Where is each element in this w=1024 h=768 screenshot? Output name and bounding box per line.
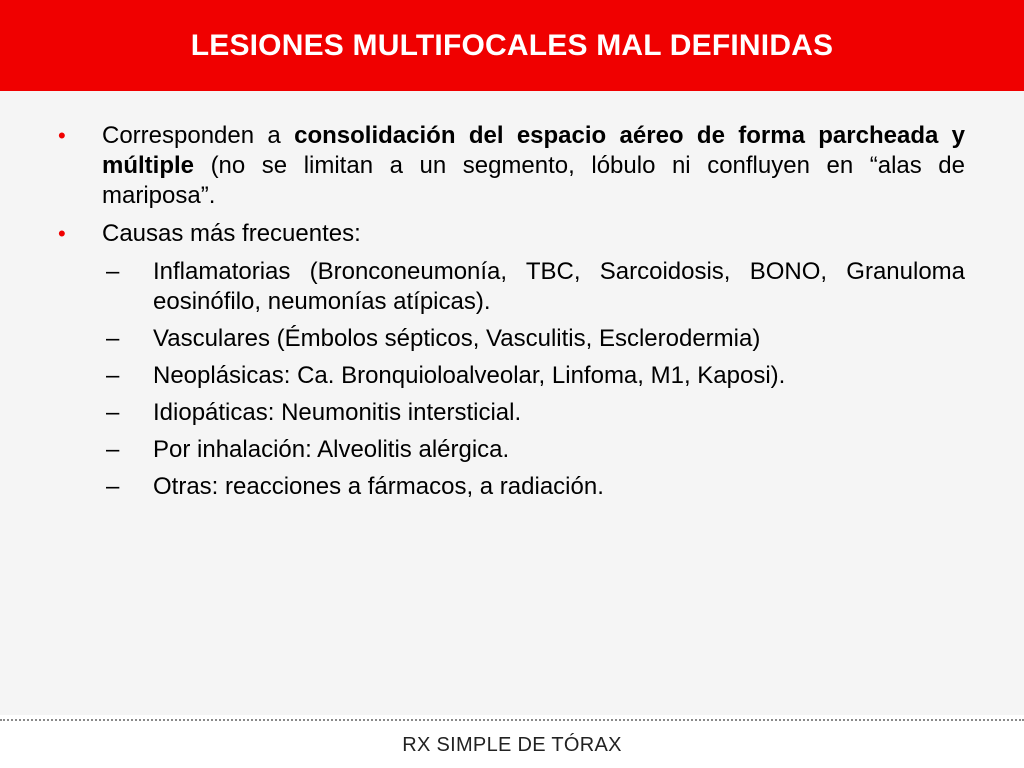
bullet-list [0, 121, 1024, 509]
sub-bullet-item [106, 361, 965, 391]
bullet-text: Causas más frecuentes: [102, 220, 361, 247]
footer-divider [0, 719, 1024, 721]
bullet-item-causes [58, 219, 965, 249]
slide-title: LESIONES MULTIFOCALES MAL DEFINIDAS [190, 28, 834, 62]
dash-marker: – [106, 258, 120, 285]
dash-marker: – [106, 436, 120, 463]
sub-bullet-item [106, 324, 965, 354]
bullet-marker: • [58, 123, 66, 148]
dash-marker: – [106, 325, 120, 352]
sub-bullet-text: Vasculares (Émbolos sépticos, Vasculitis, Esclerodermia) [153, 325, 761, 352]
sub-bullet-text: Neoplásicas: Ca. Bronquioloalveolar, Linfoma, M1, Kaposi). [153, 362, 786, 389]
sub-bullet-text: Otras: reacciones a fármacos, a radiación. [153, 473, 604, 500]
sub-bullet-text: Idiopáticas: Neumonitis intersticial. [153, 399, 522, 426]
bullet-marker: • [58, 221, 66, 246]
sub-bullet-text: Por inhalación: Alveolitis alérgica. [153, 436, 510, 463]
sub-bullet-item [106, 472, 965, 502]
bullet-text: (no se limitan a un segmento, lóbulo ni confluyen en “alas de mariposa”. [102, 152, 965, 209]
sub-bullet-text: Inflamatorias (Bronconeumonía, TBC, Sarcoidosis, BONO, Granuloma eosinófilo, neumonías atípicas). [153, 258, 965, 315]
sub-bullet-item [106, 398, 965, 428]
dash-marker: – [106, 399, 120, 426]
sub-bullet-item [106, 257, 965, 317]
sub-bullet-item [106, 435, 965, 465]
bullet-text: Corresponden a [102, 122, 295, 149]
title-bar [0, 0, 1024, 91]
bullet-item-definition [58, 121, 966, 211]
footer-text: RX SIMPLE DE TÓRAX [402, 734, 622, 756]
dash-marker: – [106, 473, 120, 500]
dash-marker: – [106, 362, 120, 389]
bullet-text-bold: consolidación del espacio aéreo de forma parcheada y múltiple [102, 122, 966, 179]
